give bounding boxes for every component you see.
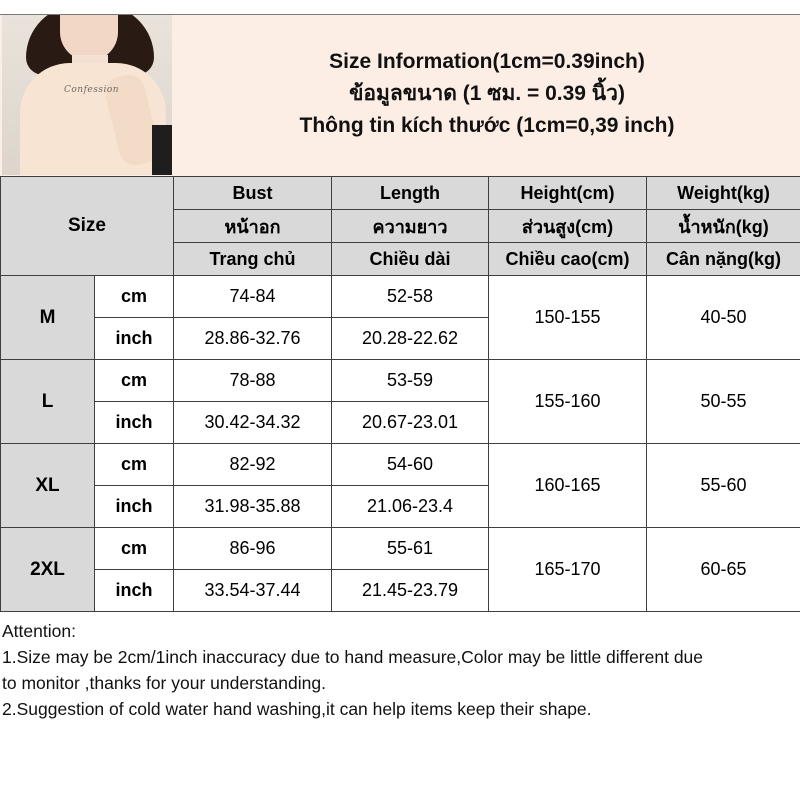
table-row: [1, 276, 800, 318]
col-length-th: ความยาว: [332, 210, 489, 243]
unit-cm: cm: [95, 360, 174, 402]
header-row-en: [1, 177, 800, 210]
col-bust-vi: Trang chủ: [174, 243, 332, 276]
bust-inch: 30.42-34.32: [174, 402, 332, 444]
unit-cm: cm: [95, 276, 174, 318]
col-length-vi: Chiều dài: [332, 243, 489, 276]
size-label: L: [1, 360, 95, 444]
length-cm: 54-60: [332, 444, 489, 486]
bust-cm: 74-84: [174, 276, 332, 318]
col-height-vi: Chiều cao(cm): [489, 243, 647, 276]
bust-cm: 78-88: [174, 360, 332, 402]
col-weight-vi: Cân nặng(kg): [647, 243, 800, 276]
bust-cm: 82-92: [174, 444, 332, 486]
size-label: M: [1, 276, 95, 360]
weight-range: 60-65: [647, 528, 800, 612]
weight-range: 55-60: [647, 444, 800, 528]
photo-background-bag: [152, 125, 172, 175]
title-english: Size Information(1cm=0.39inch): [329, 50, 645, 73]
weight-range: 50-55: [647, 360, 800, 444]
height-range: 155-160: [489, 360, 647, 444]
length-cm: 52-58: [332, 276, 489, 318]
length-inch: 21.45-23.79: [332, 570, 489, 612]
length-inch: 20.28-22.62: [332, 318, 489, 360]
title-thai: ข้อมูลขนาด (1 ซม. = 0.39 นิ้ว): [349, 82, 625, 105]
bust-inch: 31.98-35.88: [174, 486, 332, 528]
col-weight-th: น้ำหนัก(kg): [647, 210, 800, 243]
title-block: [174, 46, 800, 142]
weight-range: 40-50: [647, 276, 800, 360]
height-range: 160-165: [489, 444, 647, 528]
length-cm: 55-61: [332, 528, 489, 570]
col-height-th: ส่วนสูง(cm): [489, 210, 647, 243]
unit-inch: inch: [95, 570, 174, 612]
product-photo: [2, 15, 172, 175]
col-length-en: Length: [332, 177, 489, 210]
size-header: Size: [1, 177, 174, 276]
unit-cm: cm: [95, 444, 174, 486]
length-cm: 53-59: [332, 360, 489, 402]
table-row: [1, 360, 800, 402]
note-line-1b: to monitor ,thanks for your understanding.: [2, 673, 326, 693]
unit-inch: inch: [95, 318, 174, 360]
size-table: [0, 176, 800, 612]
bust-cm: 86-96: [174, 528, 332, 570]
col-weight-en: Weight(kg): [647, 177, 800, 210]
title-vietnamese: Thông tin kích thước (1cm=0,39 inch): [299, 114, 675, 137]
bust-inch: 33.54-37.44: [174, 570, 332, 612]
col-bust-th: หน้าอก: [174, 210, 332, 243]
length-inch: 20.67-23.01: [332, 402, 489, 444]
table-row: [1, 444, 800, 486]
unit-inch: inch: [95, 486, 174, 528]
height-range: 150-155: [489, 276, 647, 360]
size-label: 2XL: [1, 528, 95, 612]
attention-notes: [2, 618, 800, 722]
size-label: XL: [1, 444, 95, 528]
notes-heading: Attention:: [2, 621, 76, 641]
note-line-2: 2.Suggestion of cold water hand washing,it can help items keep their shape.: [2, 699, 592, 719]
height-range: 165-170: [489, 528, 647, 612]
bust-inch: 28.86-32.76: [174, 318, 332, 360]
length-inch: 21.06-23.4: [332, 486, 489, 528]
col-height-en: Height(cm): [489, 177, 647, 210]
col-bust-en: Bust: [174, 177, 332, 210]
photo-print-text: Confession: [64, 85, 120, 95]
note-line-1a: 1.Size may be 2cm/1inch inaccuracy due to hand measure,Color may be little different due: [2, 647, 704, 667]
unit-cm: cm: [95, 528, 174, 570]
unit-inch: inch: [95, 402, 174, 444]
table-row: [1, 528, 800, 570]
